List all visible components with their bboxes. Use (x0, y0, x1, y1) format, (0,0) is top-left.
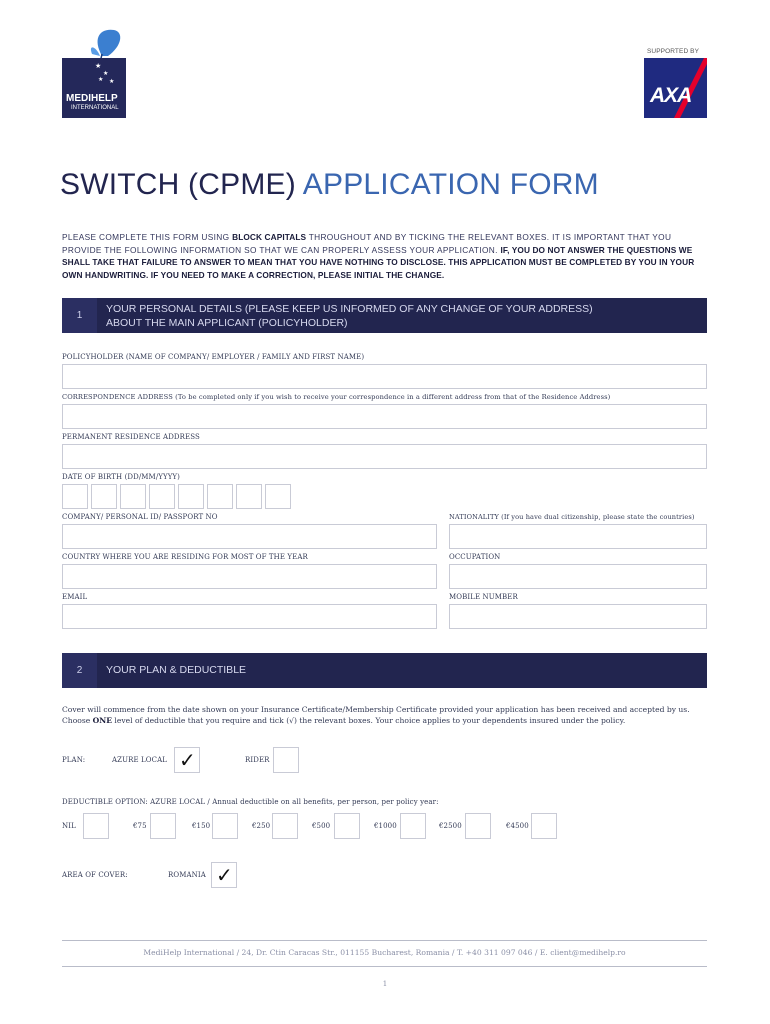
deductible-checkbox-4500[interactable] (531, 813, 557, 839)
footer-divider-bottom (62, 966, 707, 967)
deductible-checkbox-75[interactable] (150, 813, 176, 839)
star-icon: ★ (103, 70, 109, 77)
star-icon: ★ (109, 78, 115, 85)
deductible-checkbox-2500[interactable] (465, 813, 491, 839)
title-part2: APPLICATION FORM (302, 168, 599, 201)
page-number: 1 (382, 980, 388, 988)
plan-text2: level of deductible that you require and tick (√) the relevant boxes. Your choice applies to your dependents insured under the policy. (112, 716, 626, 725)
policyholder-field[interactable] (62, 364, 707, 389)
logo-sub: INTERNATIONAL (71, 105, 119, 111)
dob-digit-7[interactable] (236, 484, 262, 509)
deductible-label-2500: €2500 (439, 822, 462, 830)
section2-title: YOUR PLAN & DEDUCTIBLE (106, 664, 247, 676)
deductible-checkbox-1000[interactable] (400, 813, 426, 839)
romania-tick-icon: ✓ (216, 863, 233, 887)
star-icon: ★ (95, 62, 102, 70)
deductible-label-4500: €4500 (506, 822, 529, 830)
logo-block (62, 58, 126, 118)
medihelp-logo (62, 28, 126, 118)
intro-t2: THROUGHOUT AND BY TICKING THE RELEVANT BOXES. IT IS IMPORTANT THAT YOU PROVIDE THE FOLLOWING INFORMATION SO THAT WE CAN PROPERLY ASSESS YOUR APPLICATION. (62, 232, 672, 255)
title-part1: SWITCH (CPME) (60, 168, 303, 201)
plan-text-bold: ONE (92, 716, 113, 725)
deductible-label-75: €75 (133, 822, 147, 830)
footer-divider-top (62, 940, 707, 941)
star-icon: ★ (98, 76, 104, 83)
deductible-checkbox-nil[interactable] (83, 813, 109, 839)
axa-brand: AXA (650, 84, 692, 107)
deductible-label-nil: NIL (62, 822, 76, 830)
supported-by-label: SUPPORTED BY (647, 48, 700, 55)
intro-text (62, 231, 710, 281)
email-label: EMAIL (62, 593, 88, 601)
correspondence-label: CORRESPONDENCE ADDRESS (To be completed only if you wish to receive your correspondence in a different address from that of the Residence Address) (62, 393, 611, 401)
dob-digit-4[interactable] (149, 484, 175, 509)
azure-local-tick-icon: ✓ (179, 748, 196, 772)
deductible-label-500: €500 (312, 822, 331, 830)
plan-label: PLAN: (62, 756, 86, 764)
residence-label: PERMANENT RESIDENCE ADDRESS (62, 433, 200, 441)
intro-b1: BLOCK CAPITALS (232, 232, 307, 242)
dob-digit-8[interactable] (265, 484, 291, 509)
section1-header (62, 298, 707, 333)
plan-rider-label: RIDER (245, 756, 270, 764)
dob-label: DATE OF BIRTH (DD/MM/YYYY) (62, 473, 180, 481)
email-field[interactable] (62, 604, 437, 629)
nationality-field[interactable] (449, 524, 707, 549)
dob-digit-3[interactable] (120, 484, 146, 509)
intro-t1: PLEASE COMPLETE THIS FORM USING (62, 232, 233, 242)
axa-logo (644, 58, 707, 118)
occupation-label: OCCUPATION (449, 553, 501, 561)
plan-text1: Cover will commence from the date shown on your Insurance Certificate/Membership Certificate provided your application has been received and accepted by us. Choose (62, 705, 690, 725)
section2-header (62, 653, 707, 688)
rider-checkbox[interactable] (273, 747, 299, 773)
area-of-cover-label: AREA OF COVER: (62, 871, 128, 879)
residence-field[interactable] (62, 444, 707, 469)
section1-title-line2: ABOUT THE MAIN APPLICANT (POLICYHOLDER) (106, 317, 348, 329)
company-id-label: COMPANY/ PERSONAL ID/ PASSPORT NO (62, 513, 218, 521)
correspondence-field[interactable] (62, 404, 707, 429)
plan-description (62, 704, 708, 726)
footer-address: MediHelp International / 24, Dr. Ctin Caracas Str., 011155 Bucharest, Romania / T. +40 311 097 046 / E. client@medihelp.ro (143, 948, 626, 957)
dob-digit-6[interactable] (207, 484, 233, 509)
nationality-label: NATIONALITY (If you have dual citizenship, please state the countries) (449, 513, 695, 521)
section1-number: 1 (62, 298, 97, 333)
deductible-checkbox-150[interactable] (212, 813, 238, 839)
company-id-field[interactable] (62, 524, 437, 549)
deductible-label: DEDUCTIBLE OPTION: AZURE LOCAL / Annual deductible on all benefits, per person, per policy year: (62, 798, 439, 806)
dob-digit-1[interactable] (62, 484, 88, 509)
deductible-checkbox-500[interactable] (334, 813, 360, 839)
intro-b2: IF, YOU DO NOT ANSWER THE QUESTIONS WE SHALL TAKE THAT FAILURE TO ANSWER TO MEAN THAT YOU HAVE NOTHING TO DISCLOSE. THIS APPLICATION MUST BE COMPLETED BY YOU IN YOUR OWN HANDWRITING. IF YOU NEED TO MAKE A CORRECTION, PLEASE INITIAL THE CHANGE. (62, 244, 695, 280)
page-title (60, 168, 599, 202)
country-field[interactable] (62, 564, 437, 589)
area-romania-label: ROMANIA (168, 871, 206, 879)
section2-number: 2 (62, 653, 97, 688)
deductible-label-1000: €1000 (374, 822, 397, 830)
dob-digit-5[interactable] (178, 484, 204, 509)
policyholder-label: POLICYHOLDER (NAME OF COMPANY/ EMPLOYER / FAMILY AND FIRST NAME) (62, 353, 365, 361)
deductible-checkbox-250[interactable] (272, 813, 298, 839)
occupation-field[interactable] (449, 564, 707, 589)
mobile-label: MOBILE NUMBER (449, 593, 518, 601)
dob-digit-2[interactable] (91, 484, 117, 509)
section1-title-line1: YOUR PERSONAL DETAILS (PLEASE KEEP US INFORMED OF ANY CHANGE OF YOUR ADDRESS) (106, 303, 593, 315)
deductible-label-250: €250 (252, 822, 271, 830)
country-label: COUNTRY WHERE YOU ARE RESIDING FOR MOST OF THE YEAR (62, 553, 308, 561)
deductible-label-150: €150 (192, 822, 211, 830)
plan-azure-label: AZURE LOCAL (112, 756, 167, 764)
logo-name: MEDIHELP (66, 93, 118, 104)
mobile-field[interactable] (449, 604, 707, 629)
